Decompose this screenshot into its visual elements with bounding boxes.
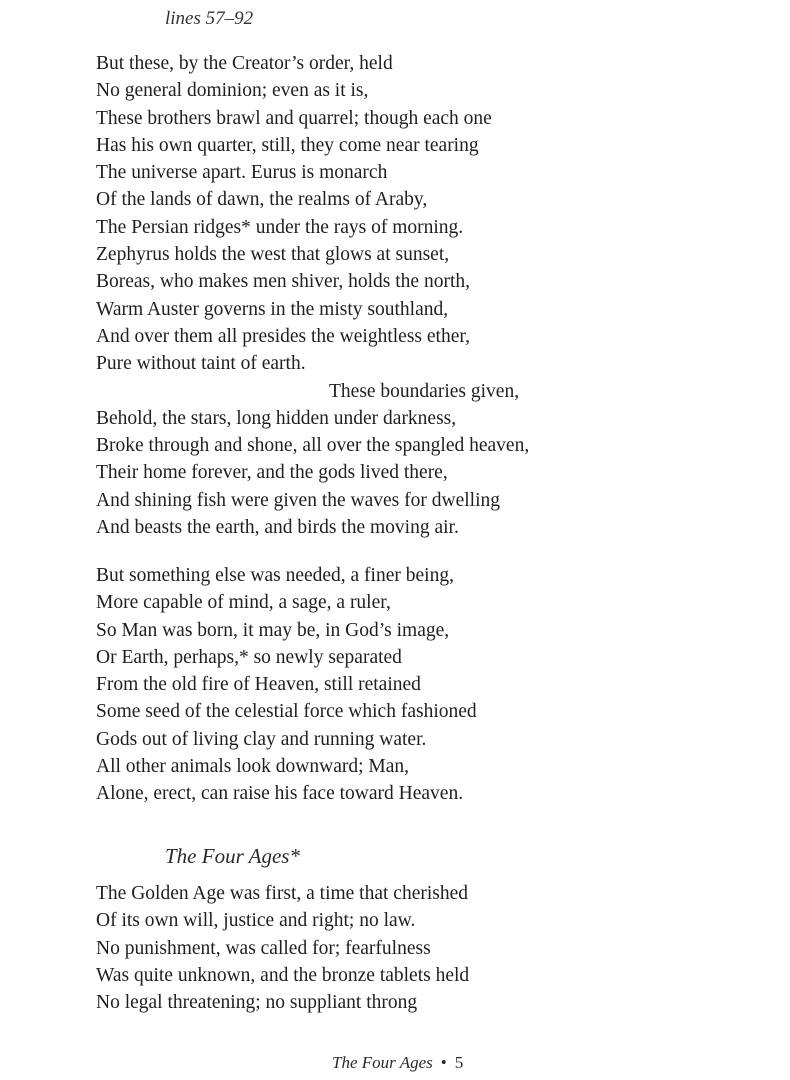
- verse-line: Boreas, who makes men shiver, holds the north,: [96, 271, 470, 293]
- verse-line: The Persian ridges* under the rays of morning.: [96, 216, 464, 238]
- footer-running-title: The Four Ages: [332, 1053, 433, 1072]
- verse-line: No general dominion; even as it is,: [96, 80, 369, 102]
- stanza-2: [96, 562, 477, 808]
- verse-line: Has his own quarter, still, they come near tearing: [96, 134, 479, 156]
- verse-line: Some seed of the celestial force which fashioned: [96, 701, 477, 723]
- verse-line: Zephyrus holds the west that glows at sunset,: [96, 244, 450, 266]
- verse-line: No legal threatening; no suppliant throng: [96, 992, 418, 1014]
- verse-line: And over them all presides the weightless ether,: [96, 325, 470, 347]
- verse-line: But these, by the Creator’s order, held: [96, 53, 393, 74]
- verse-line: Their home forever, and the gods lived there,: [96, 462, 448, 484]
- verse-line: Behold, the stars, long hidden under darkness,: [96, 407, 457, 429]
- stanza-3: [96, 880, 469, 1016]
- footer-separator: •: [440, 1053, 447, 1072]
- verse-line: Or Earth, perhaps,* so newly separated: [96, 646, 402, 668]
- verse-line-indented: These boundaries given,: [329, 380, 520, 402]
- verse-line: Broke through and shone, all over the spangled heaven,: [96, 435, 530, 457]
- verse-line: So Man was born, it may be, in God’s image,: [96, 619, 450, 641]
- verse-line: Was quite unknown, and the bronze tablets held: [96, 964, 470, 986]
- verse-line: The universe apart. Eurus is monarch: [96, 162, 388, 184]
- running-head: lines 57–92: [165, 8, 254, 29]
- verse-line: Of the lands of dawn, the realms of Araby,: [96, 189, 428, 211]
- verse-line: And beasts the earth, and birds the moving air.: [96, 517, 459, 539]
- verse-line: These brothers brawl and quarrel; though each one: [96, 107, 492, 129]
- verse-line: From the old fire of Heaven, still retained: [96, 674, 421, 696]
- verse-line: More capable of mind, a sage, a ruler,: [96, 592, 391, 614]
- verse-line: But something else was needed, a finer being,: [96, 565, 454, 586]
- verse-line: Gods out of living clay and running water.: [96, 728, 427, 750]
- verse-line: Warm Auster governs in the misty southland,: [96, 298, 449, 320]
- page-footer: [332, 1053, 463, 1073]
- page-number: 5: [454, 1053, 464, 1072]
- verse-line: The Golden Age was first, a time that cherished: [96, 883, 469, 904]
- verse-line: Of its own will, justice and right; no law.: [96, 910, 416, 932]
- verse-line: All other animals look downward; Man,: [96, 756, 410, 778]
- verse-line: Alone, erect, can raise his face toward Heaven.: [96, 783, 464, 805]
- verse-line: And shining fish were given the waves for dwelling: [96, 489, 500, 511]
- stanza-1: [96, 50, 529, 541]
- verse-line: No punishment, was called for; fearfulness: [96, 937, 431, 959]
- verse-line: Pure without taint of earth.: [96, 353, 306, 375]
- section-title: The Four Ages*: [165, 844, 300, 868]
